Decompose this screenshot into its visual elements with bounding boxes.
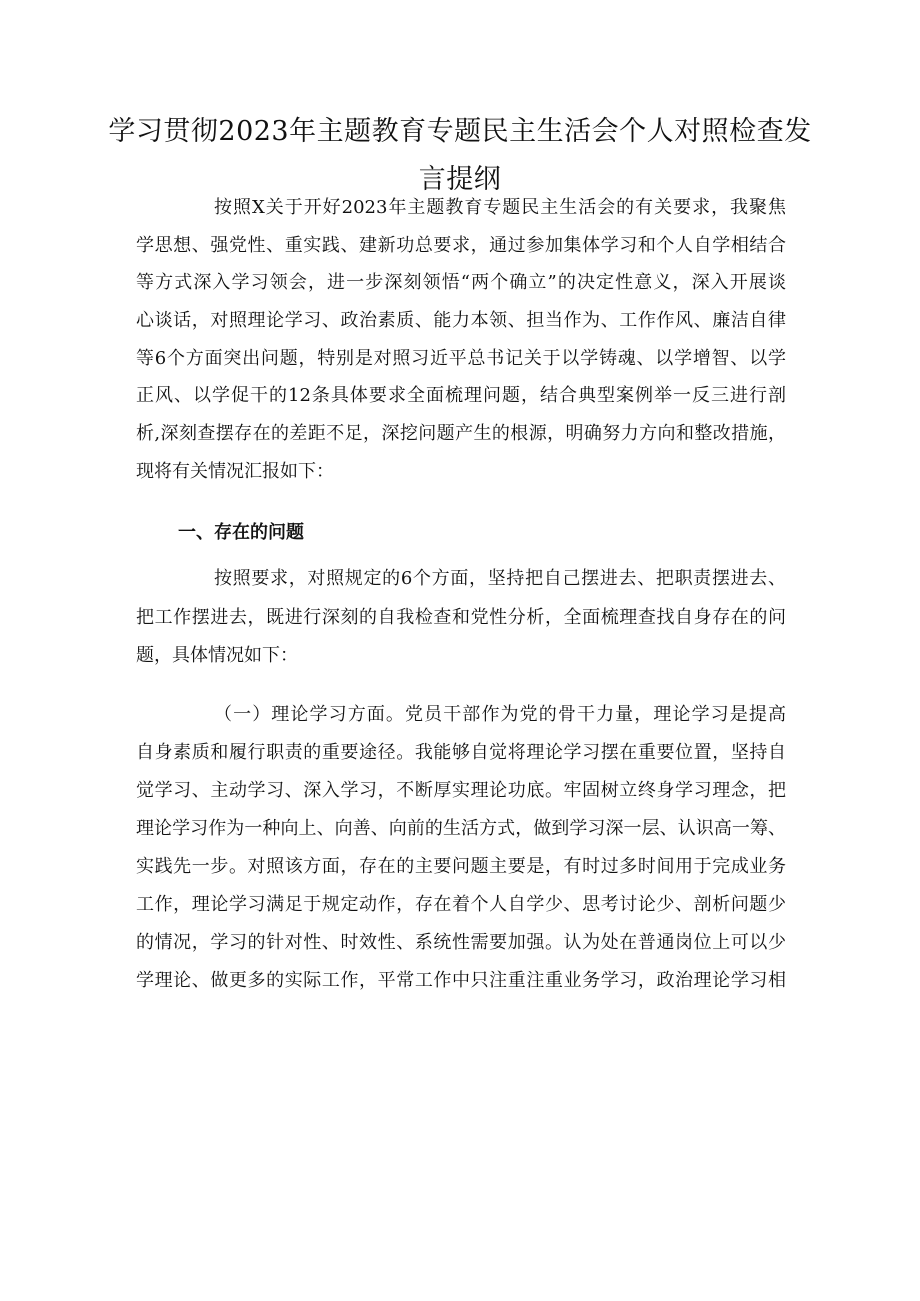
subsection-line: 觉学习、主动学习、深入学习，不断厚实理论功底。牢固树立终身学习理念，把 (136, 780, 786, 801)
subsection-line: 理论学习作为一种向上、向善、向前的生活方式，做到学习深一层、认识高一筹、 (136, 818, 786, 839)
intro-line: 现将有关情况汇报如下： (136, 461, 334, 482)
subsection-line: 的情况，学习的针对性、时效性、系统性需要加强。认为处在普通岗位上可以少 (136, 932, 786, 953)
intro-line: 析,深刻查摆存在的差距不足，深挖问题产生的根源，明确努力方向和整改措施， (136, 423, 786, 444)
section-line: 按照要求，对照规定的6个方面，坚持把自己摆进去、把职责摆进去、 (214, 568, 786, 589)
subsection-line: 实践先一步。对照该方面，存在的主要问题主要是，有时过多时间用于完成业务 (136, 856, 786, 877)
subsection-line: 学理论、做更多的实际工作，平常工作中只注重注重业务学习，政治理论学习相 (136, 970, 786, 991)
document-title-line-2: 言提纲 (418, 164, 502, 195)
section-heading: 一、存在的问题 (178, 522, 304, 543)
intro-line: 正风、以学促干的12条具体要求全面梳理问题，结合典型案例举一反三进行剖 (136, 385, 786, 406)
subsection-line: 工作，理论学习满足于规定动作，存在着个人自学少、思考讨论少、剖析问题少 (136, 894, 786, 915)
intro-line: 学思想、强党性、重实践、建新功总要求，通过参加集体学习和个人自学相结合 (136, 235, 786, 256)
intro-line: 心谈话，对照理论学习、政治素质、能力本领、担当作为、工作作风、廉洁自律 (136, 310, 786, 331)
section-line: 把工作摆进去，既进行深刻的自我检查和党性分析，全面梳理查找自身存在的问 (136, 607, 786, 628)
intro-line: 等方式深入学习领会，进一步深刻领悟“两个确立”的决定性意义，深入开展谈 (136, 272, 786, 293)
intro-line: 按照X关于开好2023年主题教育专题民主生活会的有关要求，我聚焦 (214, 197, 786, 218)
intro-line: 等6个方面突出问题，特别是对照习近平总书记关于以学铸魂、以学增智、以学 (136, 348, 786, 369)
document-title-line-1: 学习贯彻2023年主题教育专题民主生活会个人对照检查发 (108, 116, 812, 147)
subsection-line: 自身素质和履行职责的重要途径。我能够自觉将理论学习摆在重要位置，坚持自 (136, 742, 786, 763)
subsection-line: （一）理论学习方面。党员干部作为党的骨干力量，理论学习是提高 (214, 704, 786, 725)
section-line: 题，具体情况如下： (136, 645, 298, 666)
